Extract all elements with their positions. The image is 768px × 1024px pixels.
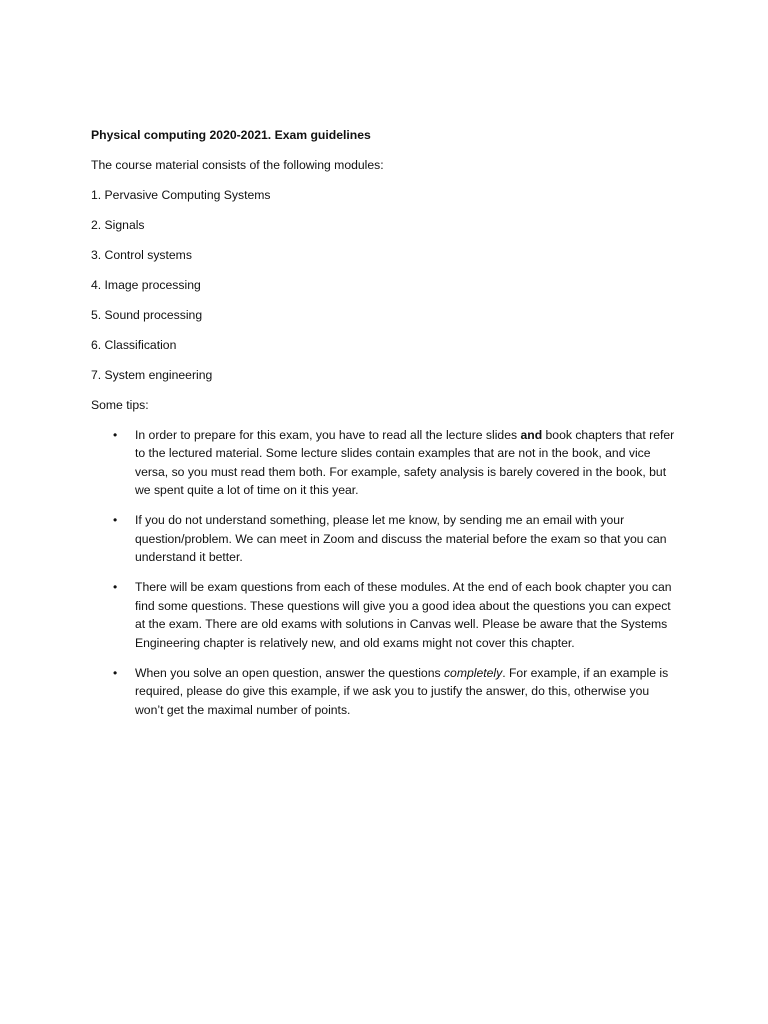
document-body [91,126,691,731]
module-item: 3. Control systems [91,247,192,262]
tip-item [91,426,680,500]
tip-item [91,664,680,720]
document-title: Physical computing 2020-2021. Exam guidelines [91,128,371,142]
module-item: 6. Classification [91,337,177,352]
tip-item [91,511,680,567]
tip-text: If you do not understand something, please let me know, by sending me an email with your question/problem. We can meet in Zoom and discuss the material before the exam so that you can understand it better. [135,513,667,564]
tips-heading: Some tips: [91,397,149,412]
bullet-icon: • [113,427,118,442]
module-item: 5. Sound processing [91,307,203,322]
intro-text: The course material consists of the following modules: [91,157,384,172]
module-item: 2. Signals [91,217,145,232]
tip-text-continued: book chapters that refer to the lectured material. Some lecture slides contain examples that are not in the book, and vice versa, so you must read them both. For example, safety analysis is barely covered in the book, but we spent quite a lot of time on it this year. [135,427,675,497]
bullet-icon: • [113,665,118,680]
tip-emphasis: and [520,427,543,442]
tip-emphasis: completely [443,665,503,680]
bullet-icon: • [113,513,118,527]
tip-text: There will be exam questions from each of these modules. At the end of each book chapter you can find some questions. These questions will give you a good idea about the questions you can expect at the exam. There are old exams with solutions in Canvas well. Please be aware that the Systems Engineering chapter is relatively new, and old exams might not cover this chapter. [135,580,672,650]
tip-text: When you solve an open question, answer the questions [135,665,444,680]
tip-item [91,578,680,652]
tips-list [91,426,691,720]
module-item: 4. Image processing [91,277,201,292]
tip-text-continued: . For example, if an example is required, please do give this example, if we ask you to justify the answer, do this, otherwise you won’t get the maximal number of points. [135,665,669,717]
tip-text: In order to prepare for this exam, you have to read all the lecture slides [135,427,521,442]
bullet-icon: • [113,580,118,594]
module-item: 1. Pervasive Computing Systems [91,187,271,202]
module-item: 7. System engineering [91,367,213,382]
